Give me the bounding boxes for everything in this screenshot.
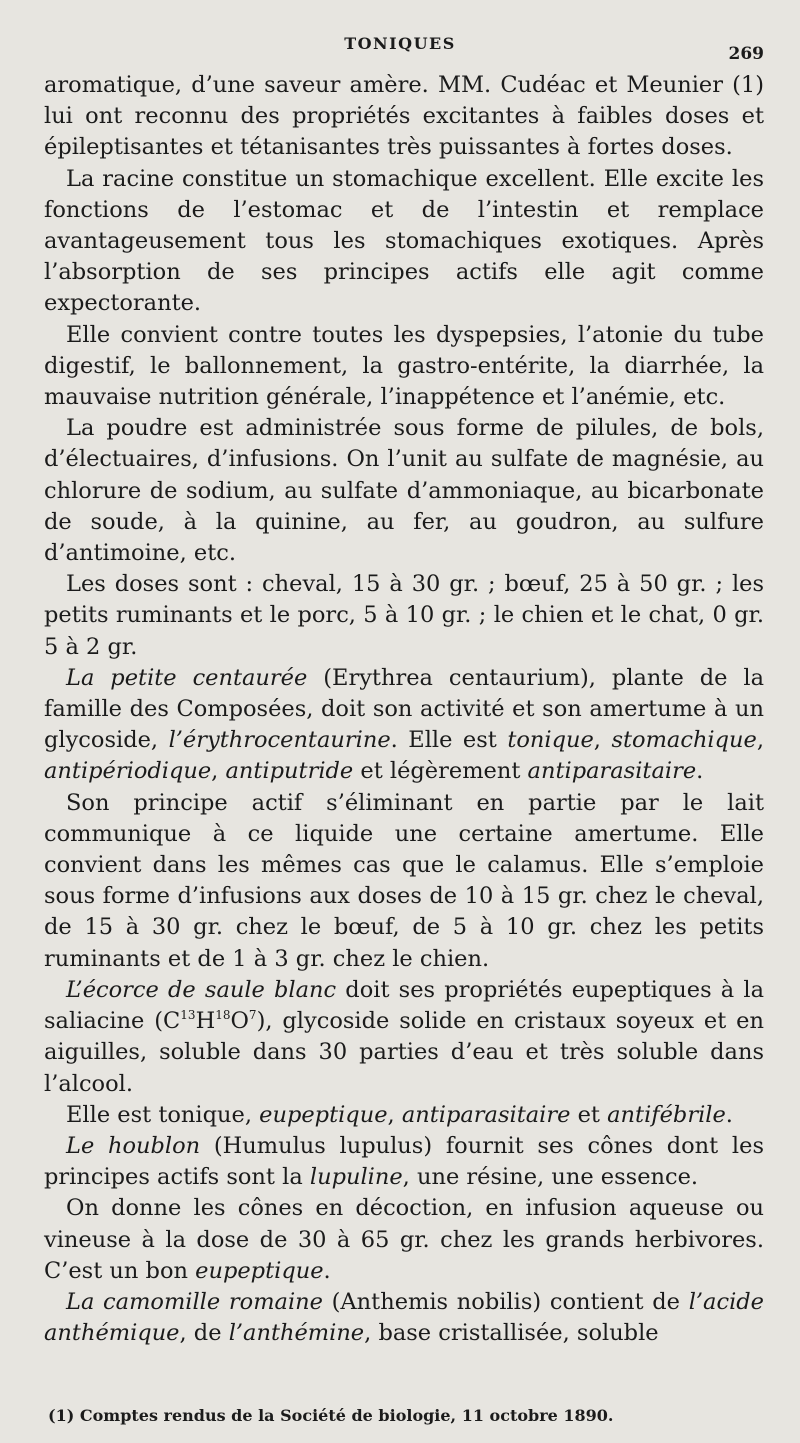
text-segment: , base cristallisée, soluble: [364, 1320, 659, 1347]
text-segment: (1): [732, 72, 764, 98]
text-segment: aromatique, d’une saveur amère. MM. Cudéac et Meunier: [44, 72, 733, 98]
paragraph: [44, 70, 764, 164]
italic-term: antiparasitaire: [527, 758, 697, 785]
text-segment: lui ont reconnu des propriétés excitantes à faibles doses et épileptisantes et tétanisantes très puissantes à fortes doses.: [44, 103, 764, 161]
text-segment: Les doses sont : cheval, 15 à 30 gr. ; bœuf, 25 à 50 gr. ; les petits ruminants et le porc, 5 à 10 gr. ; le chien et le chat, 0 gr. 5 à 2 gr.: [44, 571, 764, 660]
paragraph: [44, 413, 764, 569]
italic-term: La petite centaurée: [66, 664, 308, 691]
italic-term: antiparasitaire: [401, 1101, 571, 1128]
paragraph: [44, 788, 764, 975]
italic-term: l’anthémine: [228, 1320, 365, 1347]
formula-superscript: 18: [215, 1008, 231, 1023]
italic-term: La camomille romaine: [66, 1288, 323, 1315]
text-segment: , de: [179, 1320, 229, 1347]
text-segment: H: [195, 1008, 216, 1035]
text-segment: et légèrement: [353, 758, 528, 785]
footnote-text: Comptes rendus de la Société de biologie, 11 octobre 1890.: [74, 1406, 614, 1425]
body-text: [44, 70, 764, 1349]
paragraph: [44, 1100, 764, 1131]
italic-term: l’acide anthémique: [44, 1288, 764, 1347]
footnote: [48, 1406, 758, 1425]
text-segment: .: [725, 1101, 733, 1128]
text-segment: .: [323, 1257, 331, 1284]
italic-term: tonique: [507, 727, 594, 754]
italic-term: eupeptique: [195, 1257, 324, 1284]
text-segment: (Anthemis nobilis) contient de: [322, 1288, 689, 1315]
paragraph: [44, 1193, 764, 1287]
formula-superscript: 13: [180, 1008, 196, 1023]
text-segment: La poudre est administrée sous forme de pilules, de bols, d’électuaires, d’infusions. On l’unit au sulfate de magnésie, au chlorure de sodium, au sulfate d’ammoniaque, au bicarbonate de soude, à la quinine, au fer, au goudron, au sulfure d’antimoine, etc.: [44, 415, 764, 567]
text-segment: Son principe actif s’éliminant en partie par le lait communique à ce liquide une certaine amertume. Elle convient dans les mêmes cas que le calamus. Elle s’emploie sous forme d’infusions aux doses de 10 à 15 gr. chez le cheval, de 15 à 30 gr. chez le bœuf, de 5 à 10 gr. chez les petits ruminants et de 1 à 3 gr. chez le chien.: [44, 789, 764, 972]
paragraph: [44, 320, 764, 414]
paragraph: [44, 569, 764, 663]
paragraph: [44, 663, 764, 788]
italic-term: antipériodique: [44, 758, 212, 785]
italic-term: antiputride: [225, 758, 354, 785]
text-segment: Elle convient contre toutes les dyspepsies, l’atonie du tube digestif, le ballonnement, la gastro-entérite, la diarrhée, la mauvaise nutrition générale, l’inappétence et l’anémie, etc.: [44, 321, 764, 411]
text-segment: ,: [387, 1101, 402, 1128]
italic-term: antifébrile: [607, 1101, 726, 1128]
italic-term: eupeptique: [259, 1101, 388, 1128]
footnote-marker: (1): [48, 1406, 75, 1425]
italic-term: l’érythrocentaurine: [168, 727, 391, 754]
italic-term: Le houblon: [66, 1132, 201, 1159]
text-segment: ,: [756, 727, 764, 754]
italic-term: stomachique: [611, 727, 757, 754]
text-segment: doit ses propriétés eupeptiques à la saliacine (C: [44, 976, 764, 1035]
paragraph: [44, 1131, 764, 1193]
italic-term: lupuline: [309, 1164, 403, 1191]
text-segment: On donne les cônes en décoction, en infusion aqueuse ou vineuse à la dose de 30 à 65 gr. chez les grands herbivores. C’est un bon: [44, 1195, 764, 1284]
paragraph: [44, 164, 764, 320]
text-segment: .: [696, 758, 704, 785]
running-title: TONIQUES: [344, 34, 456, 53]
text-segment: Elle est tonique,: [66, 1101, 260, 1128]
italic-term: L’écorce de saule blanc: [66, 976, 337, 1003]
text-segment: ,: [593, 727, 612, 754]
text-segment: , une résine, une essence.: [402, 1164, 699, 1191]
text-segment: . Elle est: [390, 727, 508, 754]
text-segment: ), glycoside solide en cristaux soyeux et en aiguilles, soluble dans 30 parties d’eau et très soluble dans l’alcool.: [44, 1008, 764, 1097]
page-number: 269: [728, 44, 764, 64]
text-segment: (Erythrea centaurium), plante de la famille des Composées, doit son activité et son amertume à un glycoside,: [44, 664, 764, 754]
text-segment: ,: [211, 758, 226, 785]
text-segment: et: [570, 1101, 608, 1128]
formula-superscript: 7: [248, 1008, 257, 1023]
paragraph: [44, 975, 764, 1100]
text-segment: (Humulus lupulus) fournit ses cônes dont les principes actifs sont la: [44, 1132, 764, 1191]
text-segment: La racine constitue un stomachique excellent. Elle excite les fonctions de l’estomac et de l’intestin et remplace avantageusement tous les stomachiques exotiques. Après l’absorption de ses principes actifs elle agit comme expectorante.: [44, 165, 764, 317]
paragraph: [44, 1287, 764, 1349]
text-segment: O: [230, 1008, 249, 1035]
